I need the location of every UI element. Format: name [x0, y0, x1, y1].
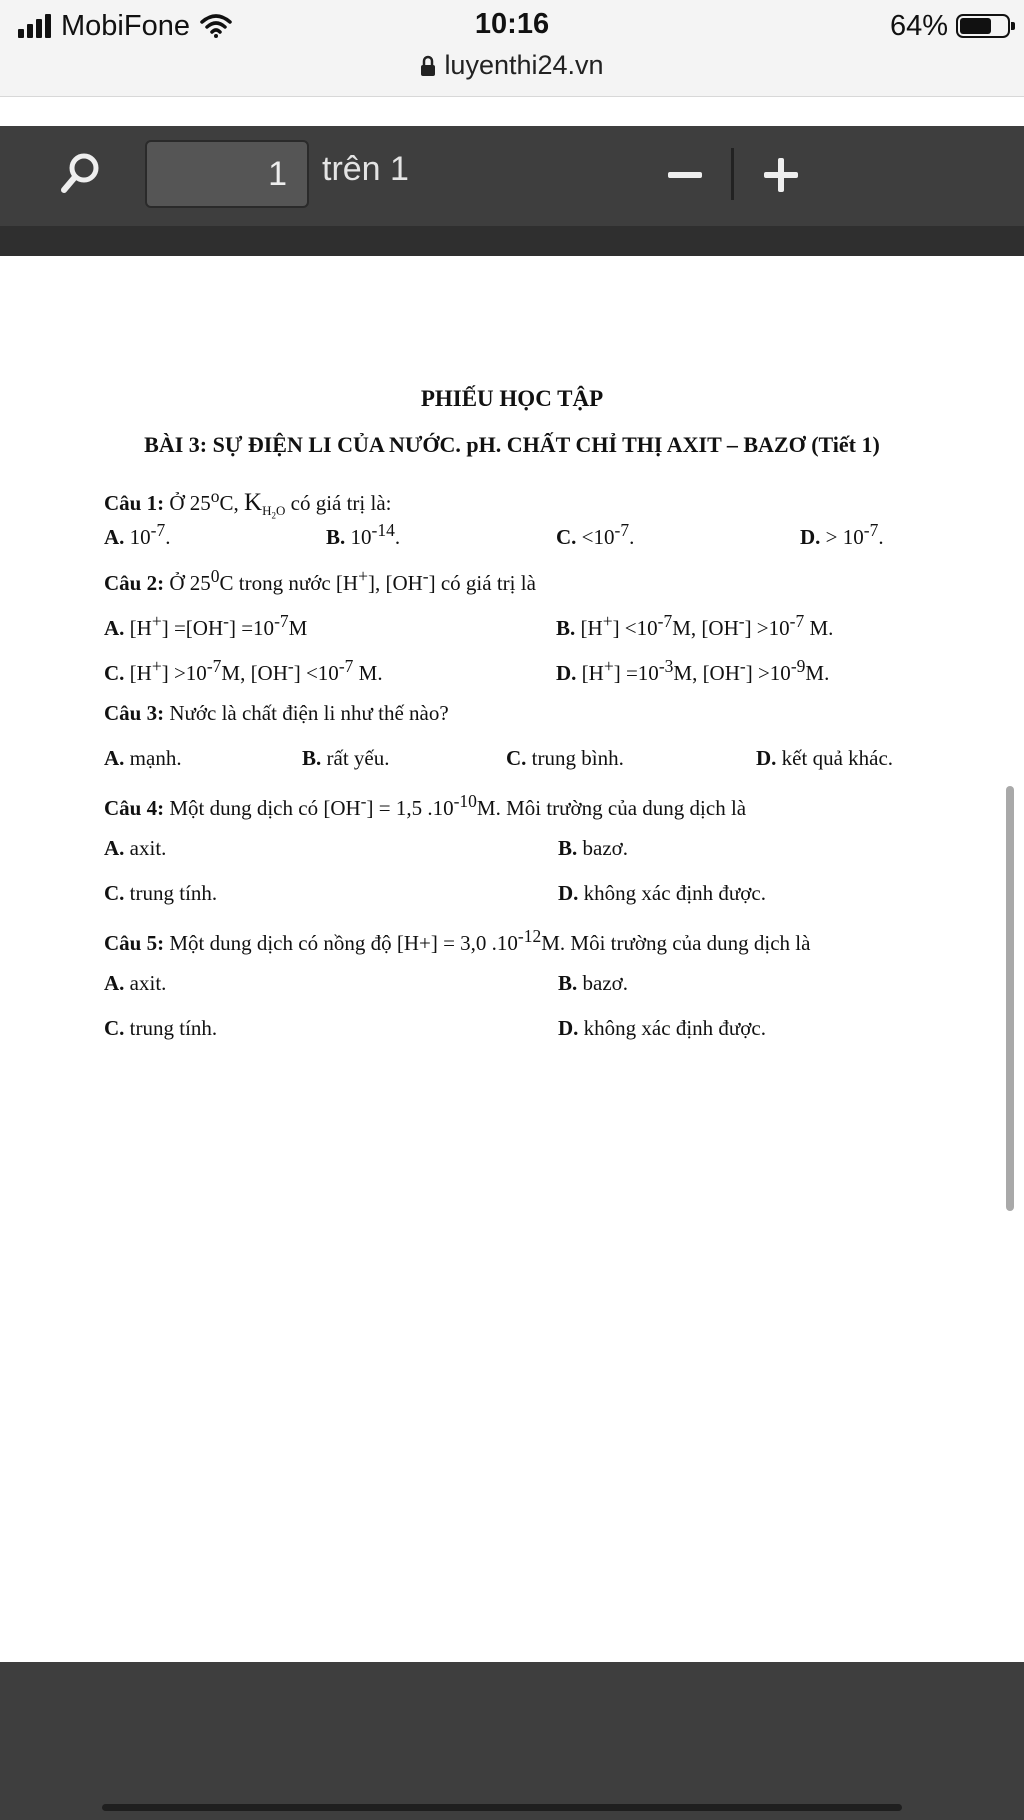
q5-option-c: C. trung tính.	[104, 1016, 218, 1040]
page-total-label: trên 1	[322, 150, 409, 188]
toolbar-shadow-strip	[0, 226, 1024, 256]
zoom-divider	[731, 148, 734, 200]
zoom-in-button[interactable]	[760, 152, 804, 196]
q1-option-a: A. $10^{-7}$.	[104, 520, 171, 549]
status-right	[890, 8, 1010, 44]
home-indicator[interactable]	[102, 1804, 902, 1811]
q5-option-d: D. không xác định được.	[558, 1016, 766, 1040]
q5-option-a: A. axit.	[104, 971, 167, 995]
q2-option-a: A. $[H^+] =[OH^-] =10^{-7}M$	[104, 611, 308, 640]
q3-option-c: C. trung bình.	[506, 746, 624, 770]
question-label: Câu 1:	[104, 491, 165, 515]
url-text: luyenthi24.vn	[444, 50, 604, 80]
q4-option-d: D. không xác định được.	[558, 881, 766, 905]
question-5: Câu 5: Một dung dịch có nồng độ [H+] = 3,0 $.10^{-12}M$. Môi trường của dung dịch là	[104, 926, 811, 955]
q2-option-c: C. $[H^+] >10^{-7}M$, $[OH^-] <10^{-7}$ M.	[104, 656, 383, 685]
question-3: Câu 3: Nước là chất điện li như thế nào?	[104, 701, 449, 725]
q4-option-a: A. axit.	[104, 836, 167, 860]
pdf-toolbar	[0, 126, 1024, 256]
q1-option-d: D. > $10^{-7}$.	[800, 520, 884, 549]
q3-option-b: B. rất yếu.	[302, 746, 390, 770]
pdf-page	[0, 256, 1024, 1662]
address-bar[interactable]	[0, 50, 1024, 81]
lock-icon	[420, 55, 436, 77]
clock: 10:16	[474, 8, 550, 40]
document-subtitle: BÀI 3: SỰ ĐIỆN LI CỦA NƯỚC. pH. CHẤT CHỈ THỊ AXIT – BAZƠ (Tiết 1)	[144, 432, 880, 457]
q2-option-d: D. $[H^+] =10^{-3}M$, $[OH^-] >10^{-9}M$.	[556, 656, 830, 685]
battery-percent: 64%	[889, 9, 948, 42]
search-icon[interactable]	[58, 150, 104, 196]
q1-option-c: C. $<10^{-7}$.	[556, 520, 635, 549]
zoom-out-button[interactable]	[664, 152, 708, 196]
carrier-name: MobiFone	[61, 9, 190, 42]
document-title: PHIẾU HỌC TẬP	[420, 386, 604, 411]
question-2: Câu 2: Ở $25^0C$ trong nước [H+], [OH-] có giá trị là	[104, 566, 536, 595]
q5-option-b: B. bazơ.	[558, 971, 629, 995]
battery-icon	[956, 14, 1010, 38]
page-number-input[interactable]: 1	[145, 140, 309, 208]
question-4: Câu 4: Một dung dịch có [OH-] = 1,5 $.10^{-10}M$. Môi trường của dung dịch là	[104, 791, 747, 820]
q4-option-b: B. bazơ.	[558, 836, 629, 860]
q3-option-d: D. kết quả khác.	[756, 746, 894, 770]
bottom-toolbar	[0, 1662, 1024, 1820]
q3-option-a: A. mạnh.	[104, 746, 182, 770]
question-1: Câu 1: Ở 25$^o$C, $K_{H_2O}$ có giá trị là:	[104, 486, 392, 521]
q2-option-b: B. $[H^+] <10^{-7}M$, $[OH^-] >10^{-7}$ M.	[556, 611, 834, 640]
q1-option-b: B. $10^{-14}$.	[326, 520, 401, 549]
scrollbar[interactable]	[1006, 786, 1014, 1211]
q4-option-c: C. trung tính.	[104, 881, 218, 905]
status-bar	[0, 0, 1024, 97]
